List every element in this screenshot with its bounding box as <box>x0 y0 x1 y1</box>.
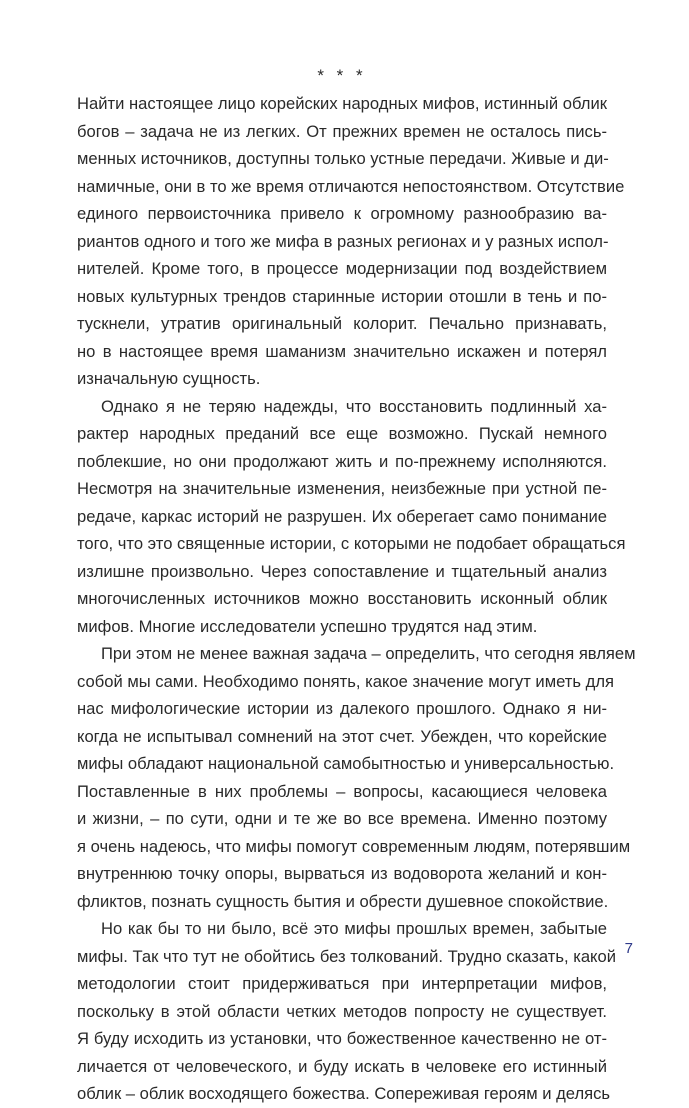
text-line: рактер народных преданий все еще возможно. Пускай немного <box>77 424 607 443</box>
text-line: внутреннюю точку опоры, вырваться из водоворота желаний и кон- <box>77 864 607 883</box>
text-line: изначальную сущность. <box>77 369 261 388</box>
text-line: того, что это священные истории, с которыми не подобает обращаться <box>77 534 626 553</box>
text-line: личается от человеческого, и буду искать в человеке его истинный <box>77 1056 607 1076</box>
text-line: облик – облик восходящего божества. Сопереживая героям и делясь <box>77 1084 611 1103</box>
text-line: мифы. Так что тут не обойтись без толкований. Трудно сказать, какой <box>77 946 617 966</box>
paragraph <box>77 393 626 641</box>
text-line: и жизни, – по сути, одни и те же во все времена. Именно поэтому <box>77 809 607 828</box>
text-line: Я буду исходить из установки, что божественное качественно не от- <box>77 1029 607 1048</box>
text-line: редаче, каркас историй не разрушен. Их оберегает само понимание <box>77 506 607 526</box>
text-line: фликтов, познать сущность бытия и обрести душевное спокойствие. <box>77 891 609 911</box>
text-line: тускнели, утратив оригинальный колорит. Печально признавать, <box>77 314 607 333</box>
text-line: поблекшие, но они продолжают жить и по-прежнему исполняются. <box>77 451 607 471</box>
text-line: собой мы сами. Необходимо понять, какое значение могут иметь для <box>77 671 614 691</box>
text-line: При этом не менее важная задача – определить, что сегодня являем <box>101 644 636 663</box>
paragraph <box>77 90 625 393</box>
text-line: намичные, они в то же время отличаются непостоянством. Отсутствие <box>77 176 625 196</box>
text-line: нас мифологические истории из далекого прошлого. Однако я ни- <box>77 699 607 718</box>
text-line: риантов одного и того же мифа в разных регионах и у разных испол- <box>77 231 609 251</box>
page-body <box>77 62 636 1108</box>
body-text <box>77 90 636 1108</box>
text-line: мифы обладают национальной самобытностью и универсальностью. <box>77 754 615 773</box>
text-line: излишне произвольно. Через сопоставление и тщательный анализ <box>77 561 607 581</box>
text-line: когда не испытывал сомнений на этот счет. Убежден, что корейские <box>77 726 607 746</box>
text-line: нителей. Кроме того, в процессе модернизации под воздействием <box>77 259 607 278</box>
text-line: Однако я не теряю надежды, что восстановить подлинный ха- <box>101 396 607 416</box>
text-line: новых культурных трендов старинные истории отошли в тень и по- <box>77 286 607 306</box>
page-number: 7 <box>624 940 633 957</box>
text-line: поскольку в этой области четких методов попросту не существует. <box>77 1001 607 1021</box>
text-line: Поставленные в них проблемы – вопросы, касающиеся человека <box>77 781 607 801</box>
section-separator: * * * <box>317 66 367 85</box>
text-line: но в настоящее время шаманизм значительно искажен и потерял <box>77 341 607 361</box>
text-line: Но как бы то ни было, всё это мифы прошлых времен, забытые <box>101 919 607 938</box>
text-line: Найти настоящее лицо корейских народных мифов, истинный облик <box>77 94 607 113</box>
text-line: богов – задача не из легких. От прежних времен не осталось пись- <box>77 121 607 141</box>
paragraph <box>77 915 617 1108</box>
paragraph <box>77 640 636 915</box>
text-line: единого первоисточника привело к огромному разнообразию ва- <box>77 204 607 223</box>
text-line: менных источников, доступны только устные передачи. Живые и ди- <box>77 149 609 168</box>
text-line: я очень надеюсь, что мифы помогут современным людям, потерявшим <box>77 836 631 856</box>
text-line: мифов. Многие исследователи успешно трудятся над этим. <box>77 616 538 636</box>
text-line: Несмотря на значительные изменения, неизбежные при устной пе- <box>77 479 607 498</box>
text-line: многочисленных источников можно восстановить исконный облик <box>77 589 607 608</box>
text-line: методологии стоит придерживаться при интерпретации мифов, <box>77 974 607 993</box>
